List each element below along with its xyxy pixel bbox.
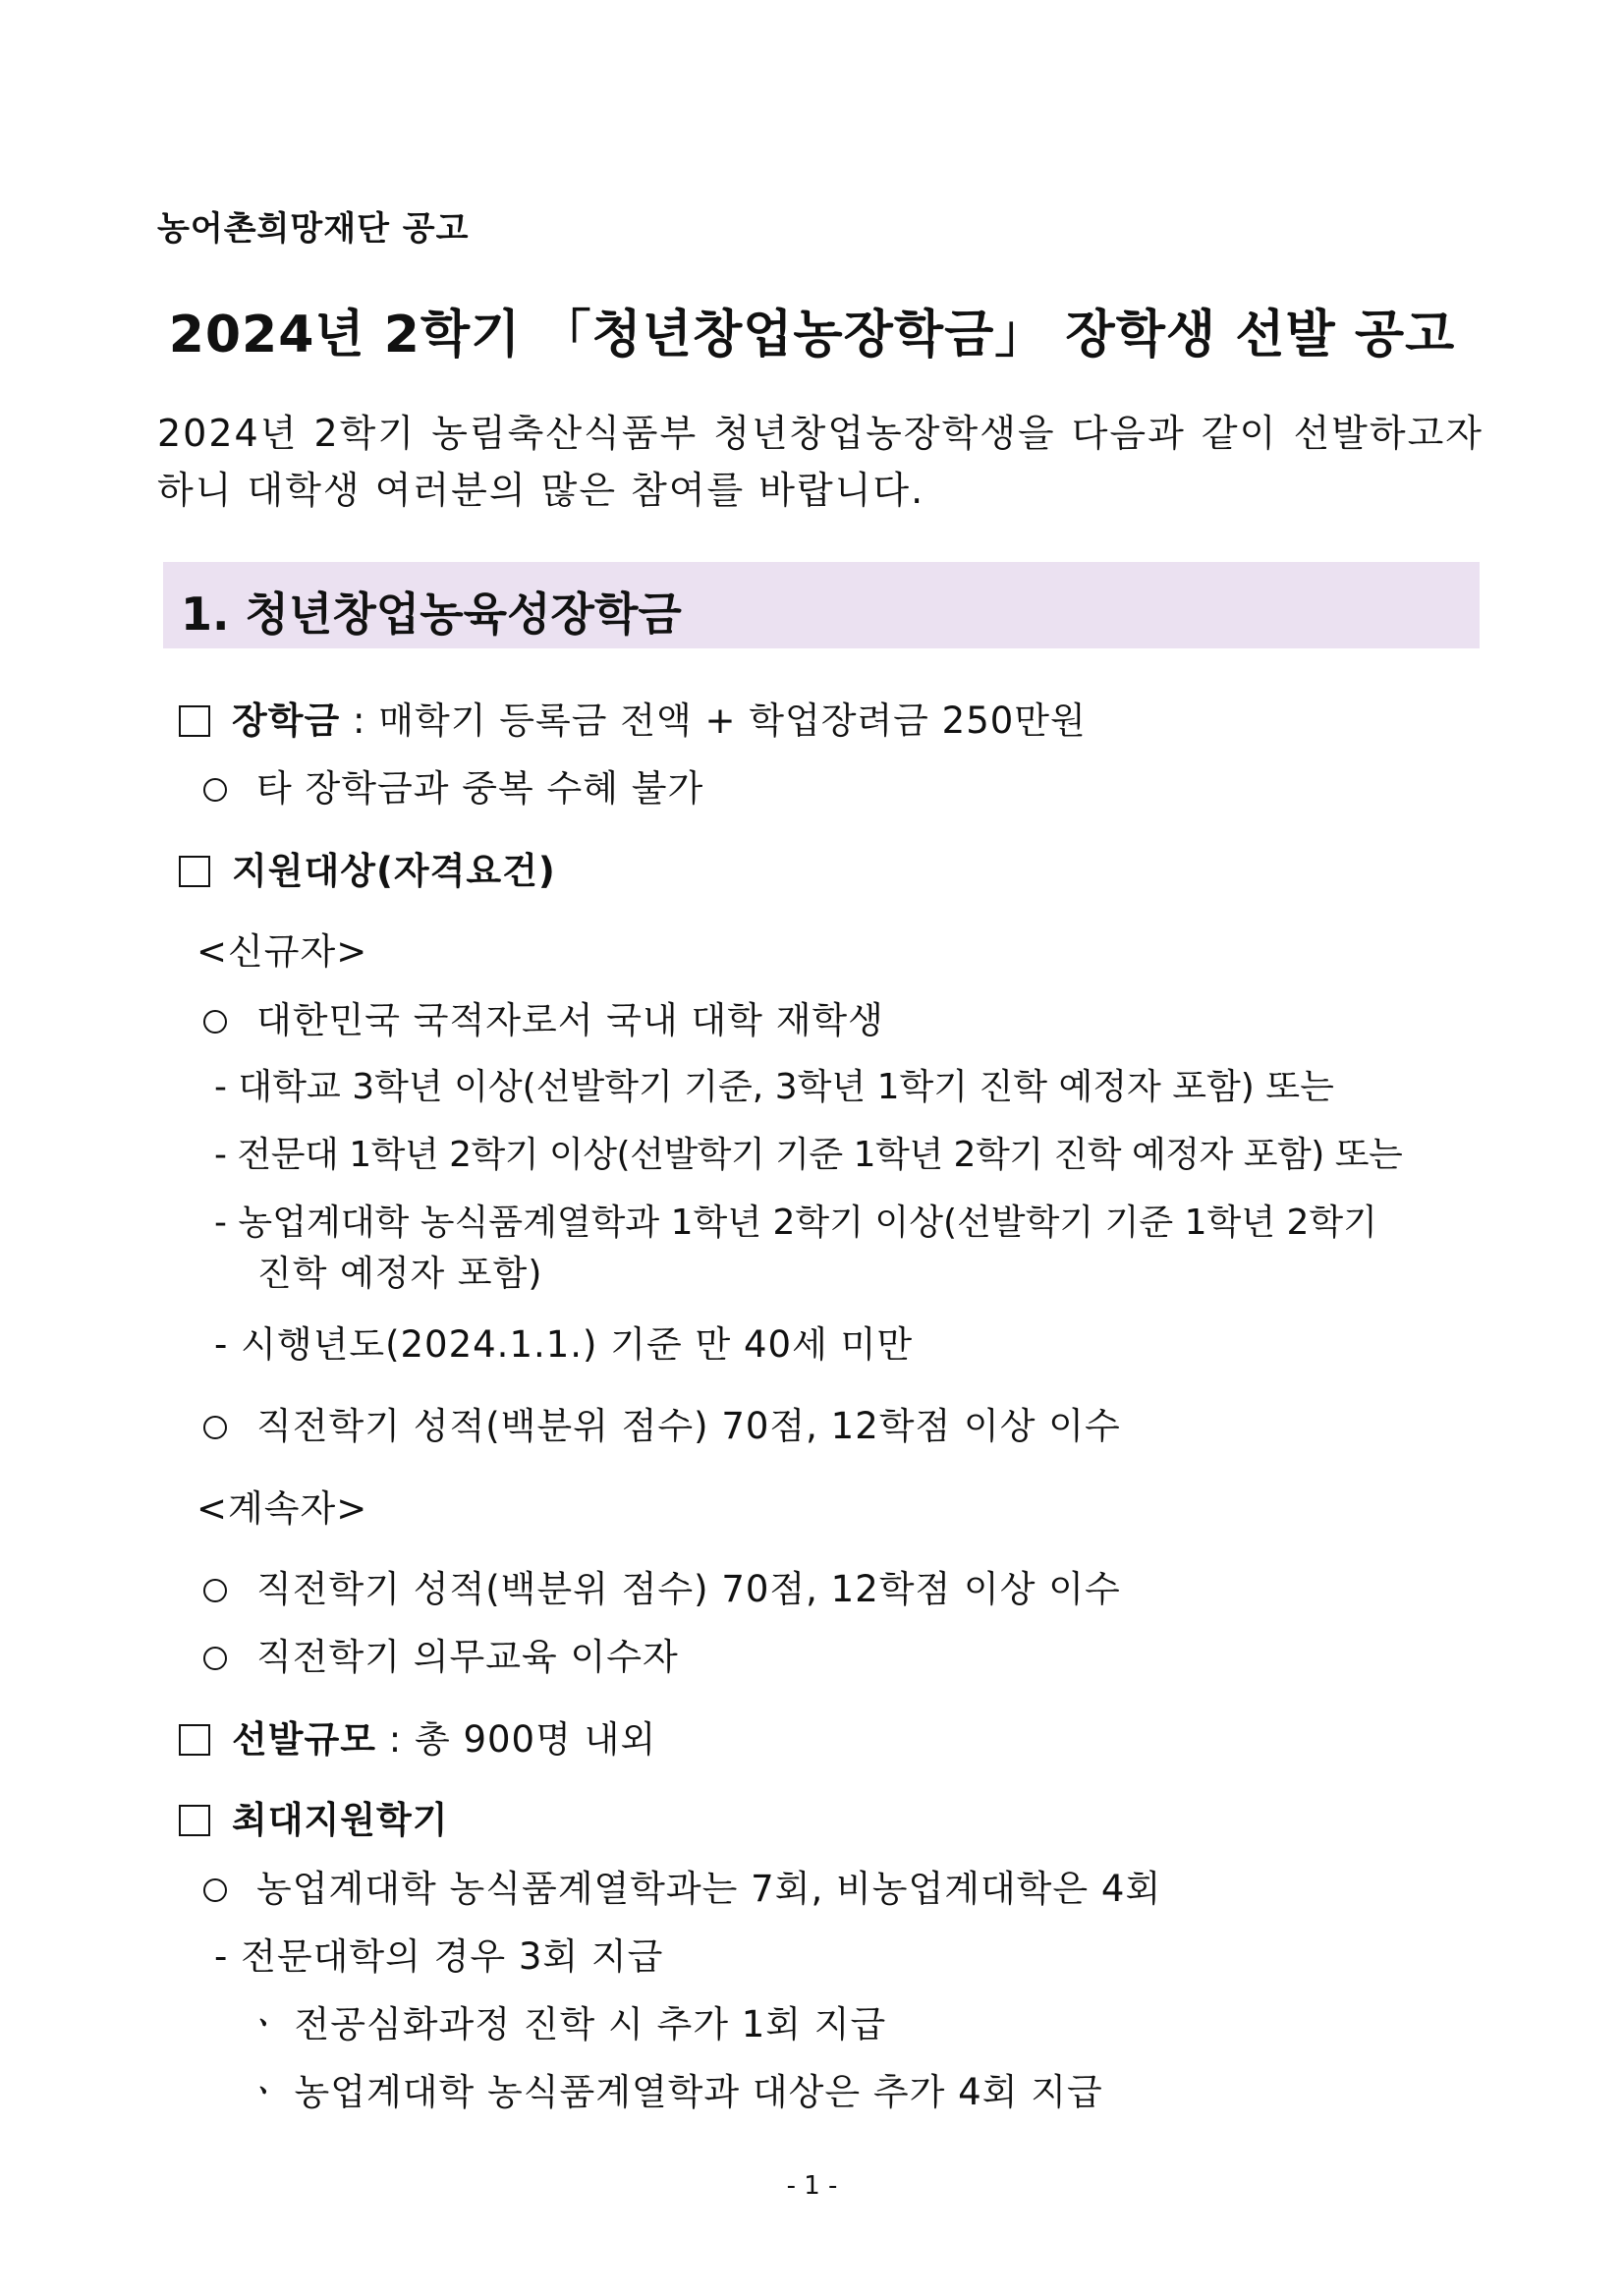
max-semesters-item-1	[203, 1859, 1161, 1912]
item-text: 직전학기 의무교육 이수자	[256, 1636, 679, 1678]
circle-bullet-icon	[203, 1010, 227, 1034]
selection-scale-item	[179, 1709, 656, 1763]
max-semesters-bullet-1: ㆍ 전공심화과정 진학 시 추가 1회 지급	[246, 2003, 887, 2045]
scholarship-note	[203, 758, 703, 812]
new-applicants-dash-1: - 대학교 3학년 이상(선발학기 기준, 3학년 1학기 진학 예정자 포함) 또는	[214, 1067, 1334, 1107]
circle-bullet-icon	[203, 1647, 227, 1670]
item-text: 농업계대학 농식품계열학과는 7회, 비농업계대학은 4회	[256, 1868, 1162, 1910]
scholarship-item	[179, 691, 1087, 744]
circle-bullet-icon	[203, 1416, 227, 1439]
item-text: 대한민국 국적자로서 국내 대학 재학생	[256, 999, 884, 1041]
continuing-applicants-item-2	[203, 1627, 679, 1680]
issuing-organization: 농어촌희망재단 공고	[157, 209, 470, 249]
item-text: 직전학기 성적(백분위 점수) 70점, 12학점 이상 이수	[256, 1568, 1121, 1610]
max-semesters-label: 최대지원학기	[232, 1799, 449, 1841]
scholarship-note-text: 타 장학금과 중복 수혜 불가	[256, 767, 704, 810]
square-bullet-icon	[179, 1724, 210, 1756]
selection-scale-label: 선발규모	[232, 1718, 376, 1761]
new-applicants-heading: <신규자>	[196, 930, 368, 973]
max-semesters-dash-1: - 전문대학의 경우 3회 지급	[214, 1935, 664, 1978]
circle-bullet-icon	[203, 1579, 227, 1602]
page-title: 2024년 2학기 「청년창업농장학금」 장학생 선발 공고	[168, 306, 1456, 364]
scholarship-label: 장학금	[232, 700, 341, 742]
new-applicants-dash-3-continued: 진학 예정자 포함)	[257, 1254, 543, 1294]
section-heading-bar	[163, 562, 1480, 648]
max-semesters-bullet-2: ㆍ 농업계대학 농식품계열학과 대상은 추가 4회 지급	[246, 2071, 1103, 2113]
eligibility-label: 지원대상(자격요건)	[232, 850, 556, 892]
intro-paragraph: 2024년 2학기 농림축산식품부 청년창업농장학생을 다음과 같이 선발하고자 하니 대학생 여러분의 많은 참여를 바랍니다.	[157, 412, 1484, 512]
continuing-applicants-item-1	[203, 1559, 1121, 1612]
square-bullet-icon	[179, 856, 210, 887]
section-heading: 1. 청년창업농육성장학금	[181, 588, 682, 641]
item-text: 직전학기 성적(백분위 점수) 70점, 12학점 이상 이수	[256, 1405, 1121, 1447]
new-applicants-item-1	[203, 990, 884, 1043]
new-applicants-item-2	[203, 1396, 1121, 1449]
new-applicants-dash-2: - 전문대 1학년 2학기 이상(선발학기 기준 1학년 2학기 진학 예정자 포함) 또는	[214, 1135, 1403, 1175]
max-semesters-item	[179, 1790, 448, 1843]
circle-bullet-icon	[203, 1878, 227, 1902]
circle-bullet-icon	[203, 778, 227, 802]
new-applicants-dash-4: - 시행년도(2024.1.1.) 기준 만 40세 미만	[214, 1323, 914, 1366]
continuing-applicants-heading: <계속자>	[196, 1487, 368, 1530]
scholarship-text: : 매학기 등록금 전액 + 학업장려금 250만원	[353, 700, 1087, 742]
square-bullet-icon	[179, 1805, 210, 1836]
new-applicants-dash-3: - 농업계대학 농식품계열학과 1학년 2학기 이상(선발학기 기준 1학년 2학기	[214, 1203, 1377, 1243]
page-number: - 1 -	[786, 2171, 838, 2201]
eligibility-item	[179, 841, 556, 894]
selection-scale-text: : 총 900명 내외	[388, 1718, 657, 1761]
square-bullet-icon	[179, 705, 210, 737]
